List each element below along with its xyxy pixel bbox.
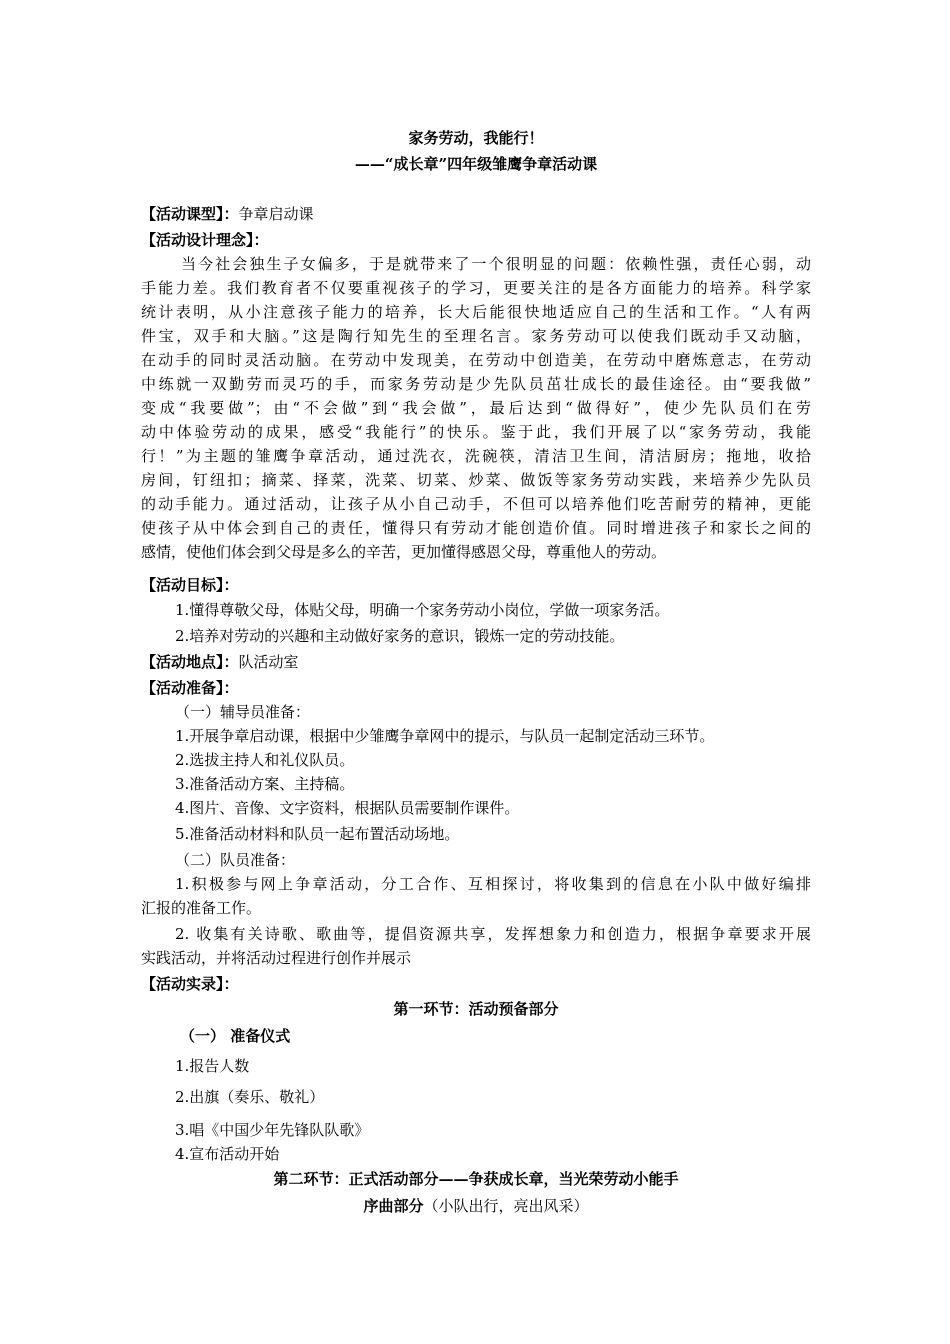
design-idea-line: 动中体验劳动的成果，感受“我能行”的快乐。鉴于此，我们开展了以“家务劳动，我能	[141, 423, 811, 441]
location-value: 队活动室	[238, 653, 299, 671]
location-row	[141, 650, 811, 674]
section-1-title: 第一环节：活动预备部分	[393, 1000, 559, 1018]
record-label: 【活动实录】：	[141, 975, 239, 993]
design-idea-line: 行！”为主题的雏鹰争章活动，通过洗衣，洗碗筷，清洁卫生间，清洁厨房；拖地，收拾	[141, 447, 811, 465]
document-title: 家务劳动，我能行！	[408, 129, 544, 147]
design-idea-line: 感情，使他们体会到父母是多么的辛苦，更加懂得感恩父母，尊重他人的劳动。	[141, 543, 667, 561]
ceremony-item: 2.出旗（奏乐、敬礼）	[175, 1088, 325, 1106]
design-idea-line: 件宝，双手和大脑。”这是陶行知先生的至理名言。家务劳动可以使我们既动手又动脑，	[141, 327, 811, 345]
design-idea-line: 统计表明，从小注意孩子能力的培养，长大后能很快地适应自己的生活和工作。“人有两	[141, 303, 811, 321]
counselor-prep-heading: （一）辅导员准备：	[175, 703, 311, 721]
counselor-prep-item: 2.选拔主持人和礼仪队员。	[175, 751, 355, 769]
prelude-note: （小队出行，亮出风采）	[423, 1197, 589, 1215]
design-idea-line: 在动手的同时灵活动脑。在劳动中发现美，在劳动中创造美，在劳动中磨炼意志，在劳动	[141, 351, 811, 369]
design-idea-label: 【活动设计理念】：	[141, 231, 269, 249]
design-idea-line: 使孩子从中体会到自己的责任，懂得只有劳动才能创造价值。同时增进孩子和家长之间的	[141, 519, 811, 537]
prelude-label: 序曲部分	[363, 1197, 424, 1215]
ceremony-item: 4.宣布活动开始	[175, 1145, 280, 1163]
location-label: 【活动地点】：	[141, 653, 239, 671]
design-idea-line: 的动手能力。通过活动，让孩子从小自己动手，不但可以培养他们吃苦耐劳的精神，更能	[141, 495, 811, 513]
counselor-prep-item: 4.图片、音像、文字资料，根据队员需要制作课件。	[175, 799, 520, 817]
activity-type-label: 【活动课型】：	[141, 205, 239, 223]
ceremony-item: 1.报告人数	[175, 1057, 250, 1075]
counselor-prep-item: 3.准备活动方案、主持稿。	[175, 775, 355, 793]
member-prep-item: 1.积极参与网上争章活动，分工合作、互相探讨，将收集到的信息在小队中做好编排	[175, 875, 811, 893]
member-prep-item-cont: 汇报的准备工作。	[141, 899, 262, 917]
member-prep-item-cont: 实践活动，并将活动过程进行创作并展示	[141, 949, 412, 967]
goal-item: 1.懂得尊敬父母，体贴父母，明确一个家务劳动小岗位，学做一项家务活。	[175, 601, 670, 619]
ceremony-item: 3.唱《中国少年先锋队队歌》	[175, 1121, 370, 1139]
goal-item: 2.培养对劳动的兴趣和主动做好家务的意识，锻炼一定的劳动技能。	[175, 627, 625, 645]
design-idea-line: 手能力差。我们教育者不仅要重视孩子的学习，更要关注的是各方面能力的培养。科学家	[141, 279, 811, 297]
goals-label: 【活动目标】：	[141, 576, 239, 594]
activity-type-value: 争章启动课	[238, 205, 314, 223]
design-idea-line: 中练就一双勤劳而灵巧的手，而家务劳动是少先队员茁壮成长的最佳途径。由“要我做”	[141, 375, 811, 393]
document-subtitle: ——“成长章”四年级雏鹰争章活动课	[354, 155, 598, 173]
design-idea-line: 变成“我要做”；由“不会做”到“我会做”，最后达到“做得好”，使少先队员们在劳	[141, 399, 811, 417]
counselor-prep-item: 1.开展争章启动课，根据中少雏鹰争章网中的提示，与队员一起制定活动三环节。	[175, 727, 715, 745]
design-idea-line: 当今社会独生子女偏多，于是就带来了一个很明显的问题：依赖性强，责任心弱，动	[181, 255, 811, 273]
section-2-title: 第二环节：正式活动部分——争获成长章，当光荣劳动小能手	[273, 1170, 679, 1188]
preparation-label: 【活动准备】：	[141, 679, 239, 697]
prelude-row	[141, 1194, 811, 1218]
ceremony-heading: （一） 准备仪式	[180, 1027, 291, 1045]
design-idea-line: 房间，钉纽扣；摘菜、择菜，洗菜、切菜、炒菜、做饭等家务劳动实践，来培养少先队员	[141, 471, 811, 489]
activity-type-row	[141, 202, 811, 226]
member-prep-item: 2. 收集有关诗歌、歌曲等，提倡资源共享，发挥想象力和创造力，根据争章要求开展	[175, 925, 811, 943]
member-prep-heading: （二）队员准备：	[175, 851, 296, 869]
counselor-prep-item: 5.准备活动材料和队员一起布置活动场地。	[175, 825, 460, 843]
